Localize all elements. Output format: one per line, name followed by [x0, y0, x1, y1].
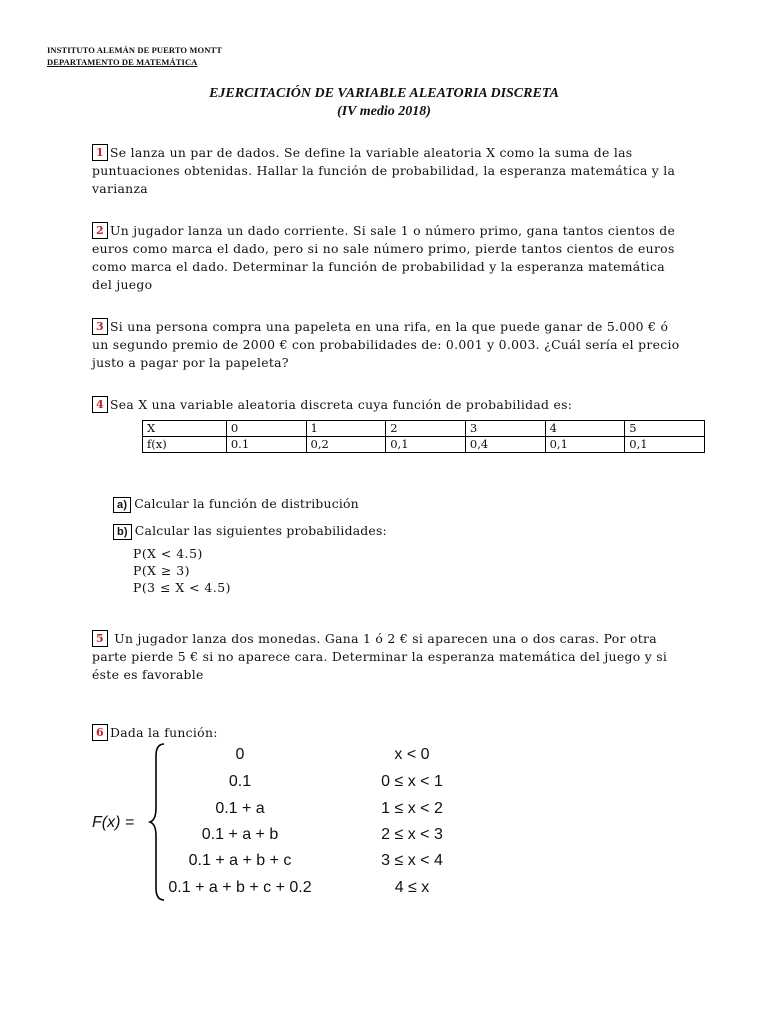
table-row: [143, 421, 705, 437]
institution-name: INSTITUTO ALEMÁN DE PUERTO MONTT: [47, 45, 222, 55]
table-cell: 3: [465, 421, 545, 437]
sub-item-label: a): [113, 497, 131, 513]
exercise-text: Sea X una variable aleatoria discreta cuya función de probabilidad es:: [109, 397, 573, 412]
table-cell: 5: [625, 421, 705, 437]
exercise-3: [92, 318, 688, 372]
exercise-1: [92, 144, 688, 198]
table-cell: 0,1: [386, 437, 466, 453]
probability-item: P(X < 4.5): [133, 546, 203, 561]
table-row: [143, 437, 705, 453]
exercise-number: 3: [92, 318, 108, 335]
case-value: 0.1 + a: [215, 800, 265, 817]
case-value: 0.1 + a + b + c: [188, 852, 292, 869]
sub-item-b: [113, 523, 387, 540]
exercise-number: 2: [92, 222, 108, 239]
exercise-text: Se lanza un par de dados. Se define la variable aleatoria X como la suma de las puntuaciones obtenidas. Hallar la función de probabilidad, la esperanza matemática y la varianza: [92, 145, 676, 196]
case-condition: 0 ≤ x < 1: [381, 773, 443, 790]
probability-list: [133, 545, 231, 596]
table-cell: 2: [386, 421, 466, 437]
exercise-4: [92, 396, 688, 414]
exercise-number: 4: [92, 396, 108, 413]
table-cell: 0,1: [545, 437, 625, 453]
department-name: DEPARTAMENTO DE MATEMÁTICA: [47, 57, 198, 67]
exercise-number: 5: [92, 630, 108, 647]
exercise-2: [92, 222, 688, 294]
case-condition: 2 ≤ x < 3: [381, 826, 443, 843]
exercise-5: [92, 630, 688, 684]
exercise-number: 6: [92, 724, 108, 741]
probability-item: P(X ≥ 3): [133, 563, 190, 578]
case-condition: 3 ≤ x < 4: [381, 852, 443, 869]
case-condition: x < 0: [394, 746, 430, 763]
left-brace: [148, 742, 168, 902]
sub-item-text: Calcular las siguientes probabilidades:: [134, 523, 387, 538]
table-cell: 4: [545, 421, 625, 437]
exercise-text: Un jugador lanza dos monedas. Gana 1 ó 2 € si aparecen una o dos caras. Por otra parte pierde 5 € si no aparece cara. Determinar la esperanza matemática del juego y si éste es favorable: [92, 631, 668, 682]
table-cell: 0,4: [465, 437, 545, 453]
table-cell: 0,2: [306, 437, 386, 453]
case-value: 0.1 + a + b + c + 0.2: [168, 879, 312, 896]
page-title: EJERCITACIÓN DE VARIABLE ALEATORIA DISCRETA: [209, 86, 559, 101]
table-cell: 1: [306, 421, 386, 437]
case-condition: 4 ≤ x: [394, 879, 430, 896]
probability-item: P(3 ≤ X < 4.5): [133, 580, 231, 595]
case-condition: 1 ≤ x < 2: [381, 800, 443, 817]
sub-item-text: Calcular la función de distribución: [134, 496, 359, 511]
function-lhs: F(x) =: [92, 814, 135, 831]
case-value: 0: [235, 746, 245, 763]
case-value: 0.1: [228, 773, 252, 790]
case-value: 0.1 + a + b: [201, 826, 279, 843]
exercise-text: Si una persona compra una papeleta en una rifa, en la que puede ganar de 5.000 € ó un segundo premio de 2000 € con probabilidades de: 0.001 y 0.003. ¿Cuál sería el precio justo a pagar por la papeleta?: [92, 319, 680, 370]
sub-item-a: [113, 496, 359, 513]
probability-table: [142, 420, 705, 453]
table-cell: 0,1: [625, 437, 705, 453]
table-cell: X: [143, 421, 227, 437]
exercise-6: [92, 724, 688, 742]
sub-item-label: b): [113, 524, 132, 540]
page-subtitle: (IV medio 2018): [337, 104, 431, 119]
table-cell: 0: [226, 421, 306, 437]
exercise-number: 1: [92, 144, 108, 161]
table-cell: 0.1: [226, 437, 306, 453]
table-cell: f(x): [143, 437, 227, 453]
exercise-text: Un jugador lanza un dado corriente. Si sale 1 o número primo, gana tantos cientos de euros como marca el dado, pero si no sale número primo, pierde tantos cientos de euros como marca el dado. Determinar la función de probabilidad y la esperanza matemática del juego: [92, 223, 676, 292]
exercise-text: Dada la función:: [109, 725, 218, 740]
